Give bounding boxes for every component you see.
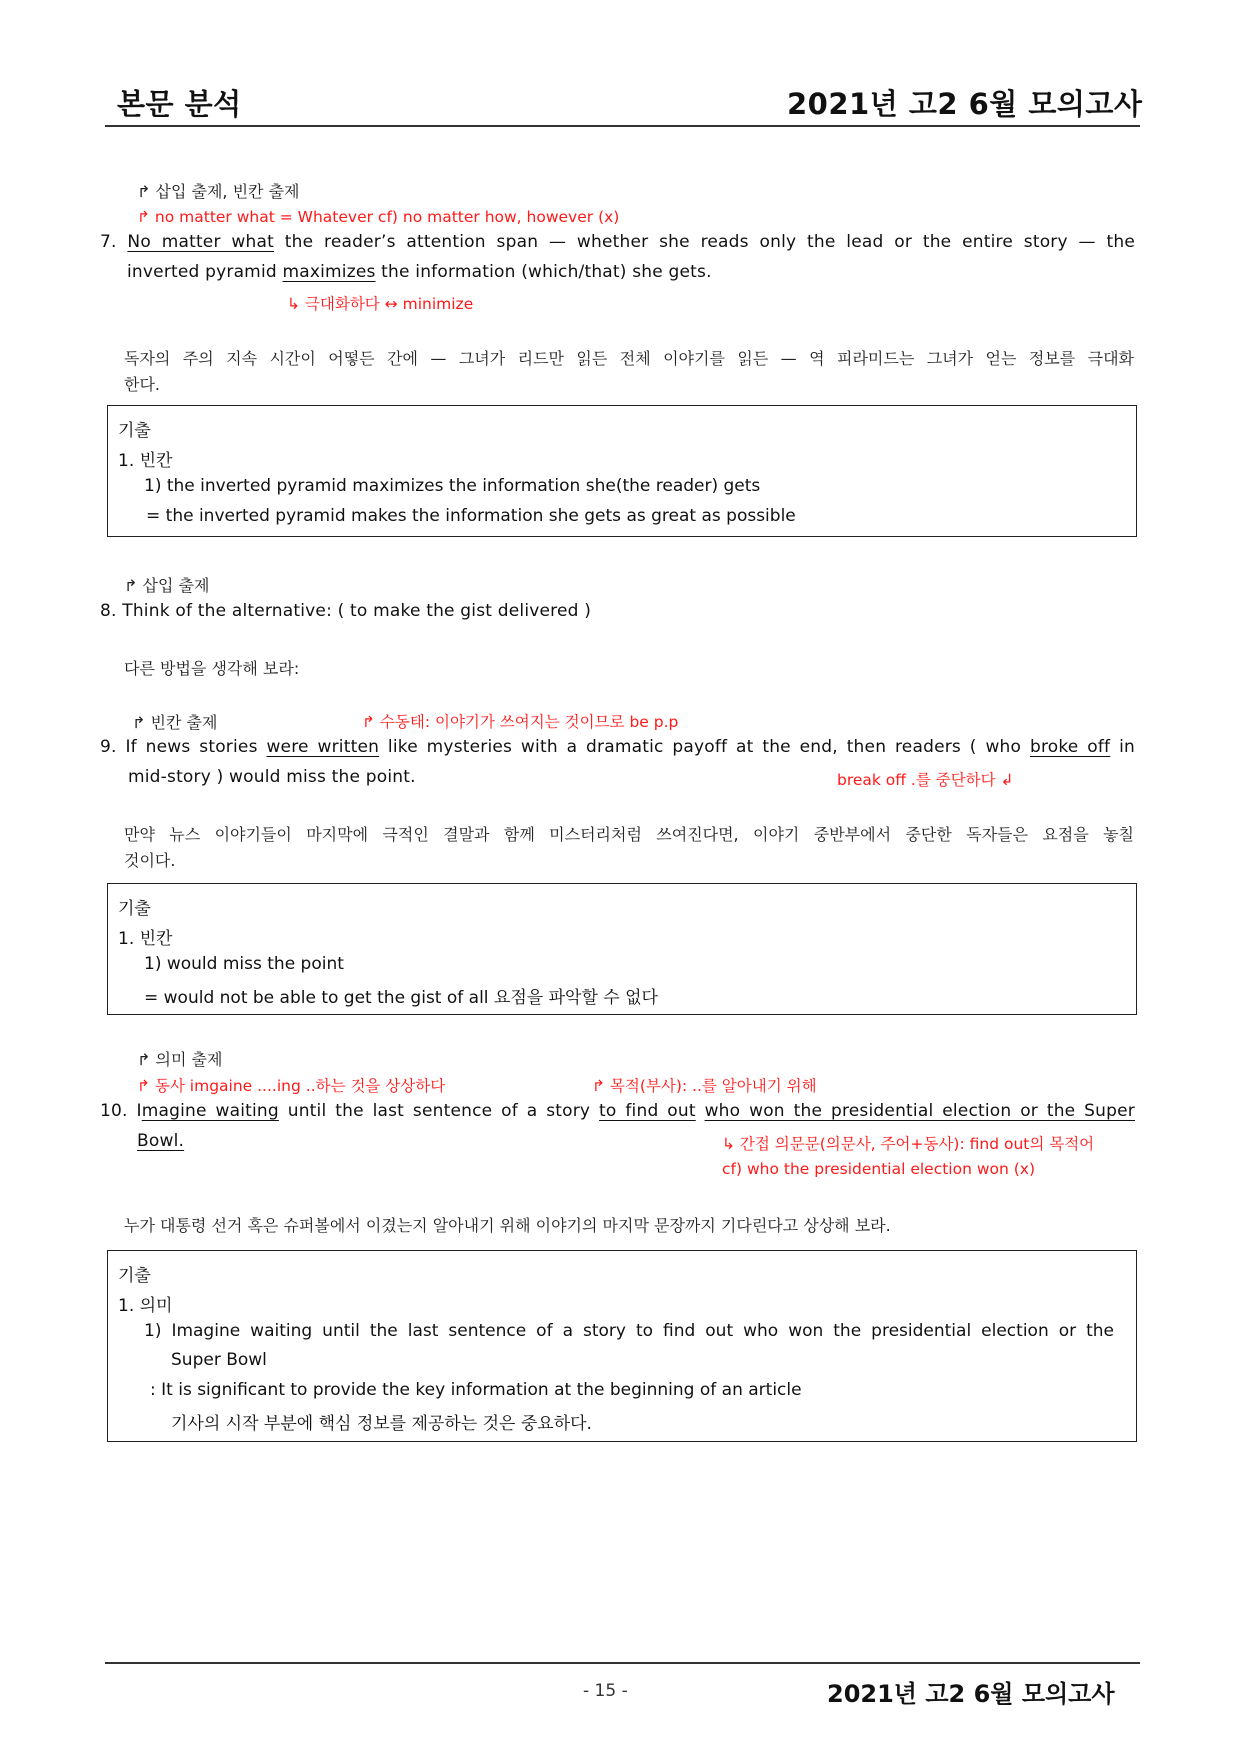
item9-translation-line1: 만약 뉴스 이야기들이 마지막에 극적인 결말과 함께 미스터리처럼 쓰여진다면, 이야기 중반부에서 중단한 독자들은 요점을 놓칠 — [124, 825, 1134, 844]
item7-number: 7. — [100, 232, 117, 252]
item9-line1-mid: like mysteries with a dramatic payoff at the end, then readers ( who — [379, 737, 1030, 757]
item9-red-note: ↱ 수동태: 이야기가 쓰여지는 것이므로 be p.p — [362, 713, 679, 731]
item10-line2: Bowl. — [137, 1131, 185, 1151]
item7-underline-no-matter-what: No matter what — [127, 232, 274, 252]
item10-red-note-2: ↱ 목적(부사): ..를 알아내기 위해 — [592, 1077, 817, 1095]
item10-underline-who-won: who won the presidential election or the Super — [704, 1101, 1135, 1121]
exam-box-line: 1. 빈칸 — [118, 929, 173, 949]
item10-lead: I — [136, 1101, 142, 1121]
item10-line1 — [100, 1101, 1135, 1121]
item8-number: 8. — [100, 601, 117, 621]
exam-box-line: 1. 빈칸 — [118, 451, 173, 471]
item9-tag: ↱ 빈칸 출제 — [132, 713, 218, 732]
exam-box-line: : It is significant to provide the key information at the beginning of an article — [150, 1380, 802, 1400]
item8-sentence — [100, 601, 591, 621]
exam-box-line: 1) Imagine waiting until the last sentence of a story to find out who won the presidential election or the — [144, 1321, 1114, 1341]
exam-box-line: = the inverted pyramid makes the information she gets as great as possible — [146, 506, 796, 526]
item7-red-note: ↱ no matter what = Whatever cf) no matter how, however (x) — [137, 208, 620, 226]
item9-line2: mid-story ) would miss the point. — [128, 767, 416, 787]
item9-line1 — [100, 737, 1135, 757]
section-title: 본문 분석 — [117, 87, 242, 121]
exam-box-title: 기출 — [118, 899, 151, 919]
item7-underline-maximizes: maximizes — [282, 262, 376, 282]
item10-number: 10. — [100, 1101, 128, 1121]
item10-red-note-below-2: cf) who the presidential election won (x) — [722, 1160, 1036, 1178]
exam-box-line: 1) the inverted pyramid maximizes the information she(the reader) gets — [144, 476, 761, 496]
item7-line2-pre: inverted pyramid — [127, 262, 283, 282]
page-number: - 15 - — [583, 1681, 628, 1701]
footer-divider — [105, 1662, 1140, 1664]
item10-underline-to-find-out: to find out — [599, 1101, 696, 1121]
header-divider — [105, 125, 1140, 127]
exam-box-line: 1) would miss the point — [144, 954, 344, 974]
exam-box-line: 기사의 시작 부분에 핵심 정보를 제공하는 것은 중요하다. — [171, 1414, 592, 1434]
exam-title: 2021년 고2 6월 모의고사 — [787, 87, 1143, 121]
item10-red-note-below-1: ↳ 간접 의문문(의문사, 주어+동사): find out의 목적어 — [722, 1135, 1095, 1153]
exam-box-title: 기출 — [118, 421, 151, 441]
item7-tag: ↱ 삽입 출제, 빈칸 출제 — [137, 182, 300, 201]
item8-tag: ↱ 삽입 출제 — [124, 576, 210, 595]
item9-exam-box — [107, 883, 1137, 1015]
item10-translation: 누가 대통령 선거 혹은 슈퍼볼에서 이겼는지 알아내기 위해 이야기의 마지막 문장까지 기다린다고 상상해 보라. — [124, 1216, 891, 1235]
item10-tag: ↱ 의미 출제 — [137, 1050, 223, 1069]
item9-red-note-right: break off .를 중단하다 ↲ — [837, 771, 1014, 789]
item7-line2 — [127, 262, 712, 282]
item7-translation-line2: 한다. — [124, 375, 160, 394]
item10-underline-imagine-waiting: magine waiting — [141, 1101, 279, 1121]
exam-box-line: = would not be able to get the gist of all 요점을 파악할 수 없다 — [144, 988, 658, 1008]
item9-number: 9. — [100, 737, 117, 757]
exam-box-title: 기출 — [118, 1266, 151, 1286]
item9-underline-were-written: were written — [266, 737, 380, 757]
item7-red-note-below: ↳ 극대화하다 ↔ minimize — [287, 295, 474, 313]
item9-line1-post: in — [1110, 737, 1135, 757]
exam-box-line: 1. 의미 — [118, 1296, 173, 1316]
item7-line1-text: the reader’s attention span — whether she reads only the lead or the entire story — the — [274, 232, 1135, 252]
item8-text: Think of the alternative: ( to make the gist delivered ) — [122, 601, 592, 621]
item7-line1 — [100, 232, 1135, 252]
item10-line1-mid: until the last sentence of a story — [278, 1101, 600, 1121]
item9-underline-broke-off: broke off — [1029, 737, 1111, 757]
item7-exam-box — [107, 405, 1137, 537]
item10-red-note-1: ↱ 동사 imgaine ....ing ..하는 것을 상상하다 — [137, 1077, 446, 1095]
item7-line2-post: the information (which/that) she gets. — [375, 262, 712, 282]
item9-line1-pre: If news stories — [125, 737, 267, 757]
footer-exam-title: 2021년 고2 6월 모의고사 — [827, 1680, 1115, 1708]
item7-translation-line1: 독자의 주의 지속 시간이 어떻든 간에 — 그녀가 리드만 읽든 전체 이야기를 읽든 — 역 피라미드는 그녀가 얻는 정보를 극대화 — [124, 349, 1134, 368]
exam-box-line: Super Bowl — [171, 1350, 267, 1370]
item9-translation-line2: 것이다. — [124, 851, 176, 870]
item8-translation: 다른 방법을 생각해 보라: — [124, 659, 300, 678]
item10-exam-box — [107, 1250, 1137, 1442]
